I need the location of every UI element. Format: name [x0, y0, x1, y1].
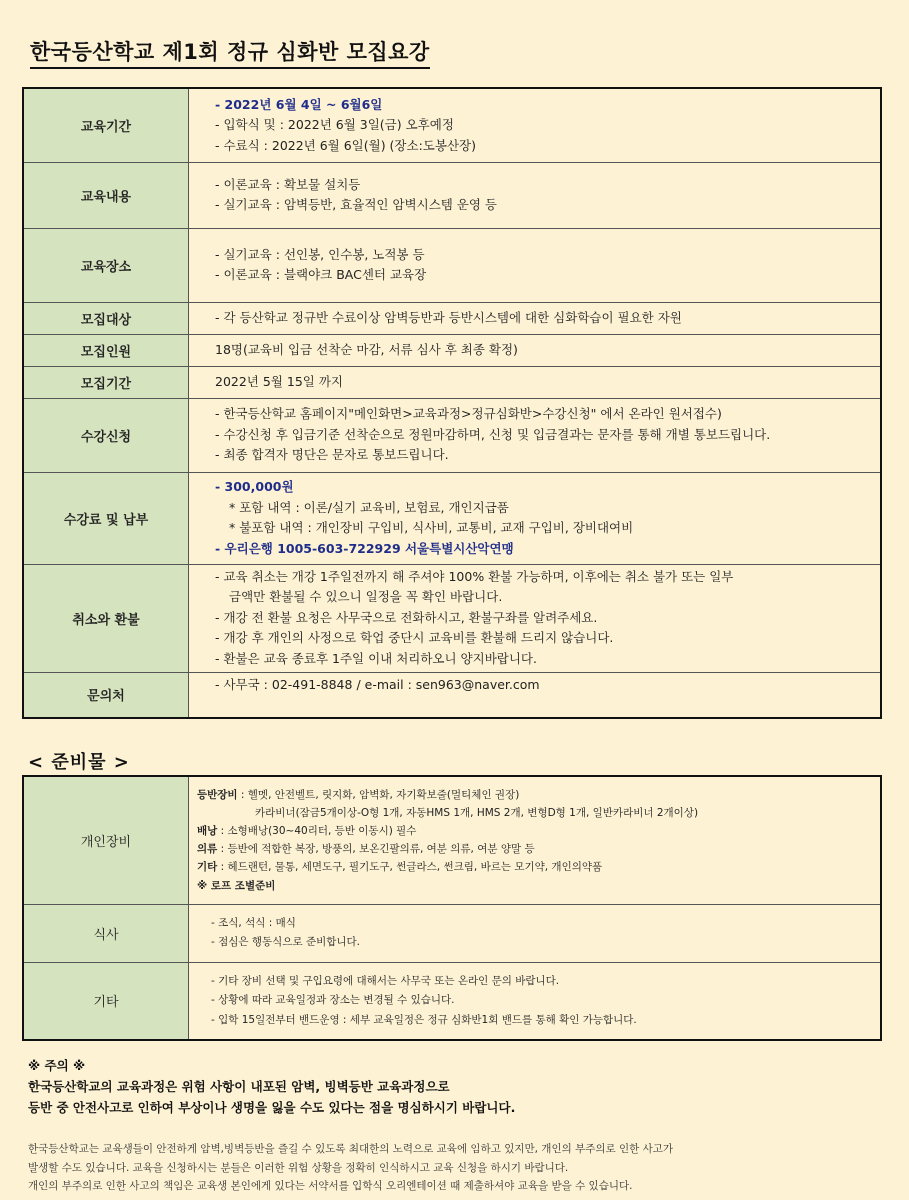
warning-heading: ※ 주의 ※ [28, 1058, 86, 1073]
table-row [23, 88, 881, 162]
row-label: 기타 [23, 962, 189, 1040]
warning-block [28, 1055, 515, 1118]
value-line [211, 1011, 872, 1031]
table-row [23, 564, 881, 672]
row-label: 교육장소 [23, 228, 189, 302]
item-category: 기타 [197, 861, 218, 874]
item-category: 배낭 [197, 825, 218, 838]
value-line: - 실기교육 : 암벽등반, 효율적인 암벽시스템 운영 등 [215, 197, 498, 212]
item-category: 의류 [197, 843, 218, 856]
table-row [23, 398, 881, 472]
table-row [23, 228, 881, 302]
warning-line: 한국등산학교의 교육과정은 위험 사항이 내포된 암벽, 빙벽등반 교육과정으로 [28, 1079, 450, 1094]
value-line [211, 991, 872, 1011]
value-line: - 개강 전 환불 요청은 사무국으로 전화하시고, 환불구좌를 알려주세요. [215, 609, 598, 625]
row-label: 모집인원 [23, 334, 189, 366]
row-label: 모집대상 [23, 302, 189, 334]
page-title: 한국등산학교 제1회 정규 심화반 모집요강 [30, 36, 430, 69]
row-label: 수강신청 [23, 398, 189, 472]
value-line [197, 840, 872, 858]
item-text: : 등반에 적합한 복장, 방풍의, 보온긴팔의류, 여분 의류, 여분 양말 등 [217, 843, 535, 856]
value-line: - 각 등산학교 정규반 수료이상 암벽등반과 등반시스템에 대한 심화학습이 필요한 자원 [215, 309, 682, 325]
row-value [189, 88, 882, 162]
item-text: - 조식, 석식 : 매식 [211, 916, 296, 929]
row-label: 문의처 [23, 672, 189, 718]
row-value [189, 904, 882, 962]
warning-line: 등반 중 안전사고로 인하여 부상이나 생명을 잃을 수도 있다는 점을 명심하시기 바랍니다. [28, 1100, 516, 1115]
row-value [189, 366, 882, 398]
item-text: : 헤드랜턴, 물통, 세면도구, 필기도구, 썬글라스, 썬크림, 바르는 모기약, 개인의약품 [217, 861, 603, 874]
table-row [23, 334, 881, 366]
value-line [197, 786, 872, 804]
value-line [197, 858, 872, 876]
value-line: - 이론교육 : 확보물 설치등 [215, 176, 361, 192]
value-line [211, 933, 872, 953]
item-text: - 점심은 행동식으로 준비합니다. [211, 936, 360, 948]
value-line [211, 972, 872, 992]
table-row [23, 302, 881, 334]
row-value [189, 302, 882, 334]
value-line: - 수료식 : 2022년 6월 6일(월) (장소:도봉산장) [215, 137, 476, 153]
value-line: - 수강신청 후 입금기준 선착순으로 정원마감하며, 신청 및 입금결과는 문자를 통해 개별 통보드립니다. [215, 426, 771, 442]
footer-line: 발생할 수도 있습니다. 교육을 신청하시는 분들은 이러한 위험 상황을 정확히 인식하시고 교육 신청을 하시기 바랍니다. [28, 1161, 569, 1174]
row-label: 수강료 및 납부 [23, 472, 189, 564]
value-line: - 2022년 6월 4일 ~ 6월6일 [215, 96, 383, 112]
value-line: * 포함 내역 : 이론/실기 교육비, 보험료, 개인지급품 [229, 499, 509, 515]
row-value [189, 162, 882, 228]
value-line [197, 804, 872, 822]
prep-table [22, 775, 882, 1041]
value-line: 2022년 5월 15일 까지 [215, 373, 343, 389]
item-text: - 기타 장비 선택 및 구입요령에 대해서는 사무국 또는 온라인 문의 바랍니다. [211, 974, 560, 987]
table-row [23, 162, 881, 228]
table-row [23, 672, 881, 718]
row-value [189, 564, 882, 672]
value-line: - 이론교육 : 블랙야크 BAC센터 교육장 [215, 267, 427, 282]
value-line: - 입학식 및 : 2022년 6월 3일(금) 오후예정 [215, 117, 454, 132]
item-text: : 소형배낭(30~40리터, 등반 이동시) 필수 [217, 825, 417, 838]
value-line: 금액만 환불될 수 있으니 일정을 꼭 확인 바랍니다. [229, 589, 503, 605]
table-row [23, 904, 881, 962]
prep-section-title: < 준비물 > [28, 752, 130, 773]
table-row [23, 962, 881, 1040]
footer-line: 한국등산학교는 교육생들이 안전하게 암벽,빙벽등반을 즐길 수 있도록 최대한의 노력으로 교육에 임하고 있지만, 개인의 부주의로 인한 사고가 [28, 1143, 674, 1155]
footer-notice [28, 1140, 888, 1196]
table-row [23, 776, 881, 904]
item-text: - 상황에 따라 교육일정과 장소는 변경될 수 있습니다. [211, 994, 455, 1006]
row-value [189, 472, 882, 564]
item-text: 카라비너(잠금5개이상-O형 1개, 자동HMS 1개, HMS 2개, 변형D형 1개, 일반카라비너 2개이상) [255, 806, 699, 819]
footer-line: 개인의 부주의로 인한 사고의 책임은 교육생 본인에게 있다는 서약서를 입학식 오리엔테이션 때 제출하셔야 교육을 받을 수 있습니다. [28, 1180, 633, 1192]
value-line [197, 822, 872, 840]
value-line: - 개강 후 개인의 사정으로 학업 중단시 교육비를 환불해 드리지 않습니다. [215, 630, 614, 646]
value-line: 18명(교육비 입금 선착순 마감, 서류 심사 후 최종 확정) [215, 341, 518, 357]
item-text: - 입학 15일전부터 밴드운영 : 세부 교육일정은 정규 심화반1회 밴드를 통해 확인 가능합니다. [211, 1013, 637, 1026]
row-value [189, 672, 882, 718]
item-category: ※ 로프 조별준비 [197, 879, 276, 892]
row-label: 개인장비 [23, 776, 189, 904]
table-row [23, 366, 881, 398]
item-text: : 헬멧, 안전벨트, 릿지화, 암벽화, 자기확보줄(멀티체인 권장) [237, 788, 520, 801]
row-label: 취소와 환불 [23, 564, 189, 672]
value-line: - 한국등산학교 홈페이지"메인화면>교육과정>정규심화반>수강신청" 에서 온라인 원서접수) [215, 406, 722, 422]
recruitment-table [22, 87, 882, 719]
item-category: 등반장비 [197, 788, 238, 801]
row-value [189, 398, 882, 472]
row-value [189, 228, 882, 302]
row-value [189, 334, 882, 366]
row-value [189, 962, 882, 1040]
row-label: 식사 [23, 904, 189, 962]
value-line [197, 877, 872, 895]
row-label: 교육기간 [23, 88, 189, 162]
value-line: - 실기교육 : 선인봉, 인수봉, 노적봉 등 [215, 246, 425, 262]
value-line: - 우리은행 1005-603-722929 서울특별시산악연맹 [215, 540, 514, 556]
value-line: - 300,000원 [215, 479, 294, 494]
value-line [211, 914, 872, 934]
value-line: * 불포함 내역 : 개인장비 구입비, 식사비, 교통비, 교재 구입비, 장비대여비 [229, 520, 634, 535]
row-label: 교육내용 [23, 162, 189, 228]
value-line: - 교육 취소는 개강 1주일전까지 해 주셔야 100% 환불 가능하며, 이후에는 취소 불가 또는 일부 [215, 568, 734, 584]
table-row [23, 472, 881, 564]
row-label: 모집기간 [23, 366, 189, 398]
value-line[interactable]: - 사무국 : 02-491-8848 / e-mail : sen963@naver.com [215, 676, 540, 692]
value-line: - 최종 합격자 명단은 문자로 통보드립니다. [215, 447, 449, 463]
value-line: - 환불은 교육 종료후 1주일 이내 처리하오니 양지바랍니다. [215, 650, 537, 666]
row-value [189, 776, 882, 904]
